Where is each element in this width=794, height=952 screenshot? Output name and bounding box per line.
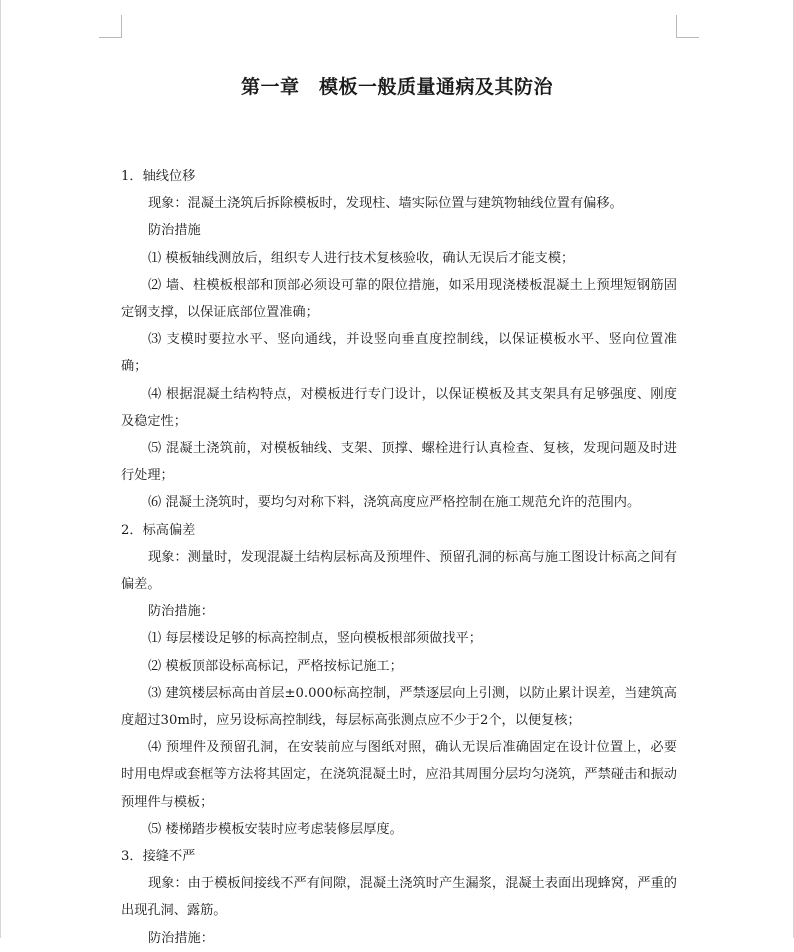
page-edge-left [0, 0, 1, 938]
measure-item: ⑹ 混凝土浇筑时，要均匀对称下料，浇筑高度应严格控制在施工规范允许的范围内。 [148, 495, 641, 511]
measure-item: ⑴ 模板轴线测放后，组织专人进行技术复核验收，确认无误后才能支模； [148, 250, 575, 266]
margin-corner-top-left [99, 15, 122, 38]
margin-corner-top-right [676, 15, 699, 38]
measures-label: 防治措施： [148, 604, 214, 620]
measure-item: ⑶ 建筑楼层标高由首层±0.000标高控制，严禁逐层向上引测，以防止累计误差，当建筑高度超过30m时，应另设标高控制线，每层标高张测点应不少于2个，以便复核； [121, 685, 677, 729]
measure-item: ⑸ 混凝土浇筑前，对模板轴线、支架、顶撑、螺栓进行认真检查、复核，发现问题及时进行处理； [121, 441, 677, 484]
measure-item: ⑵ 模板顶部设标高标记，严格按标记施工； [148, 658, 403, 674]
phenomenon-paragraph: 现象：由于模板间接线不严有间隙，混凝土浇筑时产生漏浆，混凝土表面出现蜂窝，严重的出现孔洞、露筋。 [121, 876, 677, 919]
measures-label: 防治措施： [148, 930, 214, 946]
section-heading: 3．接缝不严 [121, 849, 196, 865]
phenomenon-paragraph: 现象：混凝土浇筑后拆除模板时，发现柱、墙实际位置与建筑物轴线位置有偏移。 [148, 196, 623, 212]
measure-item: ⑶ 支模时要拉水平、竖向通线，并设竖向垂直度控制线，以保证模板水平、竖向位置准确； [121, 332, 677, 375]
section-heading: 2．标高偏差 [121, 522, 196, 538]
measures-label: 防治措施 [148, 223, 201, 239]
phenomenon-paragraph: 现象：测量时，发现混凝土结构层标高及预埋件、预留孔洞的标高与施工图设计标高之间有偏差。 [121, 549, 677, 593]
chapter-title: 第一章 模板一般质量通病及其防治 [240, 76, 553, 98]
document-body [121, 163, 677, 952]
measure-item: ⑷ 根据混凝土结构特点，对模板进行专门设计，以保证模板及其支架具有足够强度、刚度及稳定性； [121, 386, 677, 429]
measure-item: ⑷ 预埋件及预留孔洞，在安装前应与图纸对照，确认无误后准确固定在设计位置上，必要时用电焊或套框等方法将其固定，在浇筑混凝土时，应沿其周围分层均匀浇筑，严禁碰击和振动预埋件与模板； [121, 740, 677, 810]
measure-item: ⑸ 楼梯踏步模板安装时应考虑装修层厚度。 [148, 821, 403, 837]
section-heading: 1．轴线位移 [121, 169, 196, 184]
measure-item: ⑴ 每层楼设足够的标高控制点，竖向模板根部须做找平； [148, 631, 482, 647]
measure-item: ⑵ 墙、柱模板根部和顶部必须设可靠的限位措施，如采用现浇楼板混凝土上预埋短钢筋固定钢支撑，以保证底部位置准确； [121, 277, 677, 321]
